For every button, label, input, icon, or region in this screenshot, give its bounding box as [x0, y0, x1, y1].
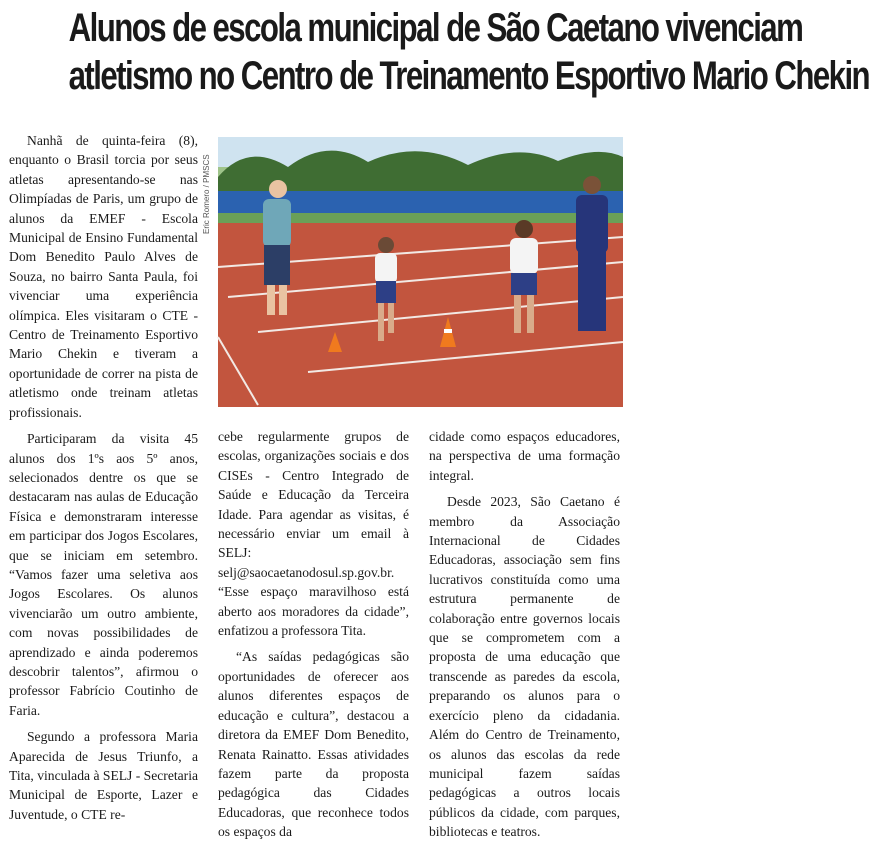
- article-column-2: [218, 427, 409, 842]
- article-column-3: [429, 427, 620, 842]
- paragraph: Desde 2023, São Caetano é membro da Associação Internacional de Cidades Educadoras, associação sem fins lucrativos constituída como uma estrutura permanente de colaboração entre governos locais que se comprometem com a proposta de uma educação que transcende as paredes da escola, preparando os alunos para o exercício pleno da cidadania. Além do Centro de Treinamento, os alunos das escolas da rede municipal fazem saídas pedagógicas a outros locais públicos da cidade, com parques, bibliotecas e teatros.: [429, 494, 620, 840]
- paragraph: cidade como espaços educadores, na perspectiva de uma formação integral.: [429, 429, 620, 483]
- paragraph: cebe regularmente grupos de escolas, organizações sociais e dos CISEs - Centro Integrado de Saúde e Educação da Terceira Idade. Para agendar as visitas, é necessário enviar um email à SELJ: selj@saocaetanodosul.sp.gov.br. “Esse espaço maravilhoso está aberto aos moradores da cidade”, enfatizou a professora Tita.: [218, 429, 409, 639]
- headline: [68, 4, 869, 100]
- paragraph: Segundo a professora Maria Aparecida de Jesus Triunfo, a Tita, vinculada à SELJ - Secretaria Municipal de Esporte, Lazer e Juventude, o CTE re-: [9, 729, 198, 822]
- track-scene-illustration: [218, 137, 623, 407]
- paragraph: Participaram da visita 45 alunos dos 1ºs aos 5º anos, selecionados dentre os que se destacaram nas aulas de Educação Física e demonstraram interesse em participar dos Jogos Escolares, que se iniciam em setembro. “Vamos fazer uma seletiva aos Jogos Escolares. Os alunos vivenciarão um outro ambiente, com novas possibilidades de aprendizado e ainda poderemos descobrir talentos”, afirmou o professor Fabrício Coutinho de Faria.: [9, 431, 198, 718]
- article-column-1: [9, 131, 198, 824]
- headline-line-1: Alunos de escola municipal de São Caetano vivenciam: [68, 6, 803, 50]
- paragraph: “As saídas pedagógicas são oportunidades de oferecer aos alunos diferentes espaços de educação e cultura”, destacou a diretora da EMEF Dom Benedito, Renata Rainatto. Essas atividades fazem parte da proposta pedagógica das Cidades Educadoras, que reconhece todos os espaços da: [218, 649, 409, 840]
- staff-figure: [576, 176, 608, 331]
- paragraph: Nanhã de quinta-feira (8), enquanto o Brasil torcia por seus atletas apresentando-se nas Olimpíadas de Paris, um grupo de alunos da EMEF - Escola Municipal de Ensino Fundamental Dom Benedito Paulo Alves de Souza, no bairro Santa Paula, foi vivenciar uma experiência olímpica. Eles visitaram o CTE - Centro de Treinamento Esportivo Mario Chekin e tiveram a oportunidade de correr na pista de atletismo onde treinam atletas profissionais.: [9, 133, 198, 420]
- headline-line-2: atletismo no Centro de Treinamento Esportivo Mario Chekin: [68, 54, 869, 98]
- article-photo: [218, 137, 623, 407]
- photo-credit: Eric Romero / PMSCS: [202, 154, 211, 234]
